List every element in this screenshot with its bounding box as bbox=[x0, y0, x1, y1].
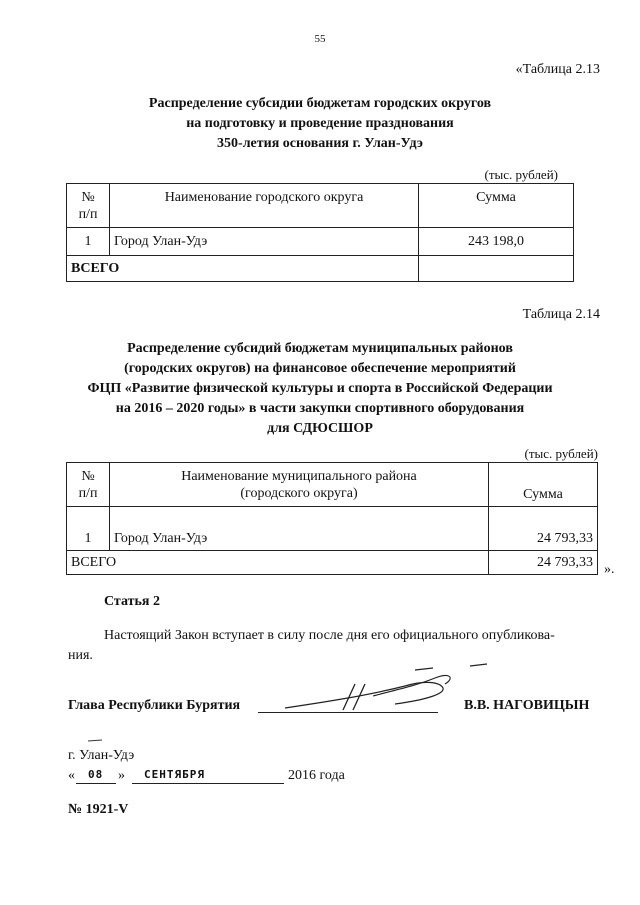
cell-name: Город Улан-Удэ bbox=[110, 228, 419, 256]
date-open-quote: « bbox=[68, 768, 75, 783]
table-2-14 bbox=[66, 462, 598, 575]
title-line: ФЦП «Развитие физической культуры и спорта в Российской Федерации bbox=[87, 381, 553, 396]
header-sum: Сумма bbox=[489, 463, 598, 507]
title-line: Распределение субсидий бюджетам муниципальных районов bbox=[127, 341, 513, 356]
signature-position: Глава Республики Бурятия bbox=[68, 698, 241, 713]
table-header-row bbox=[67, 463, 598, 507]
table-2-13-title bbox=[60, 94, 580, 154]
date-year: 2016 года bbox=[288, 768, 345, 783]
date-month: СЕНТЯБРЯ bbox=[144, 768, 205, 781]
table-total-row bbox=[67, 551, 598, 575]
date-close-quote: » bbox=[118, 768, 125, 783]
title-line: Распределение субсидии бюджетам городских округов bbox=[148, 96, 492, 111]
total-label: ВСЕГО bbox=[67, 256, 419, 282]
pen-mark bbox=[86, 738, 106, 744]
total-sum: 24 793,33 bbox=[489, 551, 598, 575]
table-2-13-units: (тыс. рублей) bbox=[484, 167, 558, 182]
title-line: на подготовку и проведение празднования bbox=[186, 116, 454, 131]
signature-name: В.В. НАГОВИЦЫН bbox=[464, 698, 590, 713]
table-2-14-title bbox=[50, 339, 590, 439]
header-num: № п/п bbox=[67, 184, 110, 228]
table-2-14-label: Таблица 2.14 bbox=[522, 307, 600, 322]
table-2-13-label: «Таблица 2.13 bbox=[515, 62, 600, 77]
table-row bbox=[67, 507, 598, 551]
header-sum: Сумма bbox=[419, 184, 574, 228]
table-2-13 bbox=[66, 183, 574, 282]
table-header-row bbox=[67, 184, 574, 228]
title-line: (городских округов) на финансовое обеспечение мероприятий bbox=[124, 361, 516, 376]
table-2-14-units: (тыс. рублей) bbox=[524, 446, 598, 461]
header-name: Наименование муниципального района (городского округа) bbox=[110, 463, 489, 507]
cell-sum: 24 793,33 bbox=[489, 507, 598, 551]
cell-name: Город Улан-Удэ bbox=[110, 507, 489, 551]
cell-sum: 243 198,0 bbox=[419, 228, 574, 256]
closing-quote: ». bbox=[604, 562, 615, 577]
title-line: для СДЮСШОР bbox=[267, 421, 373, 436]
article-title: Статья 2 bbox=[104, 594, 160, 609]
cell-num: 1 bbox=[67, 507, 110, 551]
city: г. Улан-Удэ bbox=[68, 748, 135, 763]
total-label: ВСЕГО bbox=[67, 551, 489, 575]
cell-num: 1 bbox=[67, 228, 110, 256]
header-num: № п/п bbox=[67, 463, 110, 507]
title-line: 350-летия основания г. Улан-Удэ bbox=[217, 136, 423, 151]
article-text-line-1: Настоящий Закон вступает в силу после дня его официального опубликова- bbox=[104, 628, 555, 643]
law-number: № 1921-V bbox=[68, 802, 129, 817]
page-number: 55 bbox=[314, 33, 326, 45]
date-day-line bbox=[76, 783, 116, 784]
handwritten-signature bbox=[255, 660, 495, 720]
date-day: 08 bbox=[88, 768, 104, 781]
title-line: на 2016 – 2020 годы» в части закупки спортивного оборудования bbox=[115, 401, 525, 416]
article-text-line-2: ния. bbox=[68, 648, 93, 663]
total-sum bbox=[419, 256, 574, 282]
table-row bbox=[67, 228, 574, 256]
header-name: Наименование городского округа bbox=[110, 184, 419, 228]
date-month-line bbox=[132, 783, 284, 784]
table-total-row bbox=[67, 256, 574, 282]
